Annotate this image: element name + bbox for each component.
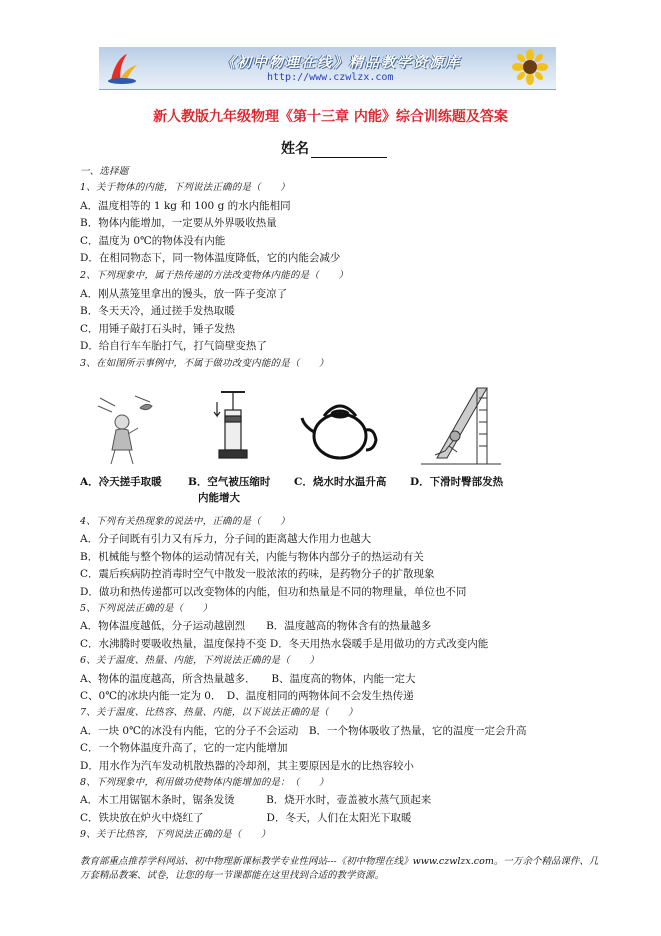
answer-option: A．一块 0℃的冰没有内能，它的分子不会运动 B．一个物体吸收了热量，它的温度一定会升高 [80, 724, 527, 737]
site-banner [99, 47, 556, 90]
footer-note: 教育部重点推荐学科网站、初中物理新课标教学专业性网站---《初中物理在线》www.czwlzx.com。一万余个精品课件、几万套精品教案、试卷，让您的每一节课都能在这里找到合适的教学资源。 [80, 856, 599, 881]
name-label: 姓名 [281, 141, 309, 157]
answer-option: A．分子间既有引力又有斥力，分子间的距离越大作用力也越大 [80, 533, 372, 546]
caption-a: A．冷天搓手取暖 [80, 476, 162, 488]
site-logo-icon [105, 51, 139, 85]
section-heading: 一、选择题 [80, 166, 129, 177]
name-field [281, 138, 387, 158]
name-blank[interactable] [311, 143, 387, 158]
answer-option: A．木工用锯锯木条时，锯条发烫 B．烧开水时，壶盖被水蒸气顶起来 [80, 794, 432, 807]
answer-option: A．刚从蒸笼里拿出的馒头，放一阵子变凉了 [80, 287, 288, 300]
question-stem: 7、关于温度、比热容、热量、内能，以下说法正确的是（ ） [80, 707, 358, 719]
caption-d: D．下滑时臀部发热 [410, 476, 504, 488]
caption-b: B．空气被压缩时 内能增大 [188, 476, 271, 504]
answer-option: C．水沸腾时要吸收热量，温度保持不变 D．冬天用热水袋暖手是用做功的方式改变内能 [80, 637, 489, 650]
answer-option: A．温度相等的 1 kg 和 100 g 的水内能相同 [80, 199, 291, 212]
answer-option: B．物体内能增加，一定要从外界吸收热量 [80, 217, 277, 230]
answer-option: D．给自行车车胎打气，打气筒壁变热了 [80, 340, 267, 353]
question-stem: 4、下列有关热现象的说法中，正确的是（ ） [80, 516, 290, 527]
answer-option: B．冬天天冷，通过搓手发热取暖 [80, 305, 235, 318]
question-stem: 1、关于物体的内能，下列说法正确的是（ ） [80, 182, 290, 193]
document-title: 新人教版九年级物理《第十三章 内能》综合训练题及答案 [153, 109, 508, 125]
answer-option: C．温度为 0℃的物体没有内能 [80, 234, 226, 247]
answer-option: C．铁块放在炉火中烧红了 D．冬天，人们在太阳光下取暖 [80, 811, 412, 824]
answer-option: D．在相同物态下，同一物体温度降低，它的内能会减少 [80, 252, 341, 265]
question-stem: 9、关于比热容，下列说法正确的是（ ） [80, 829, 271, 841]
answer-option: D．做功和热传递都可以改变物体的内能，但功和热量是不同的物理量，单位也不同 [80, 585, 467, 598]
figure-kettle [300, 396, 380, 466]
question-stem: 6、关于温度、热量、内能，下列说法正确的是（ ） [80, 655, 320, 667]
question-stem: 2、下列现象中，属于热传递的方法改变物体内能的是（ ） [80, 270, 349, 281]
answer-option: D．用水作为汽车发动机散热器的冷却剂，其主要原因是水的比热容较小 [80, 759, 414, 772]
question-stem: 3、在如图所示事例中，不属于做功改变内能的是（ ） [80, 358, 329, 369]
answer-option: C．震后疾病防控消毒时空气中散发一股浓浓的药味，是药物分子的扩散现象 [80, 568, 435, 581]
caption-c: C．烧水时水温升高 [294, 476, 387, 488]
answer-option: C．一个物体温度升高了，它的一定内能增加 [80, 742, 288, 755]
question-stem: 8、下列现象中，利用做功使物体内能增加的是：（ ） [80, 777, 329, 788]
answer-option: A．物体温度越低，分子运动越剧烈 B．温度越高的物体含有的热量越多 [80, 620, 432, 633]
figure-rubbing-hands [80, 388, 180, 468]
answer-option: C、0℃的冰块内能一定为 0． D、温度相同的两物体间不会发生热传递 [80, 690, 414, 702]
answer-option: C．用锤子敲打石头时，锤子发热 [80, 322, 236, 335]
answer-option: B．机械能与整个物体的运动情况有关，内能与物体内部分子的热运动有关 [80, 550, 424, 563]
figure-air-compression [213, 388, 253, 468]
question-stem: 5、下列说法正确的是（ ） [80, 603, 213, 614]
banner-title: 《初中物理在线》精品教学资源库 [221, 55, 461, 71]
answer-option: A、物体的温度越高，所含热量越多． B、温度高的物体，内能一定大 [80, 672, 416, 685]
figure-slide [415, 384, 505, 468]
banner-url[interactable]: http://www.czwlzx.com [267, 72, 394, 83]
sunflower-icon [512, 49, 548, 87]
